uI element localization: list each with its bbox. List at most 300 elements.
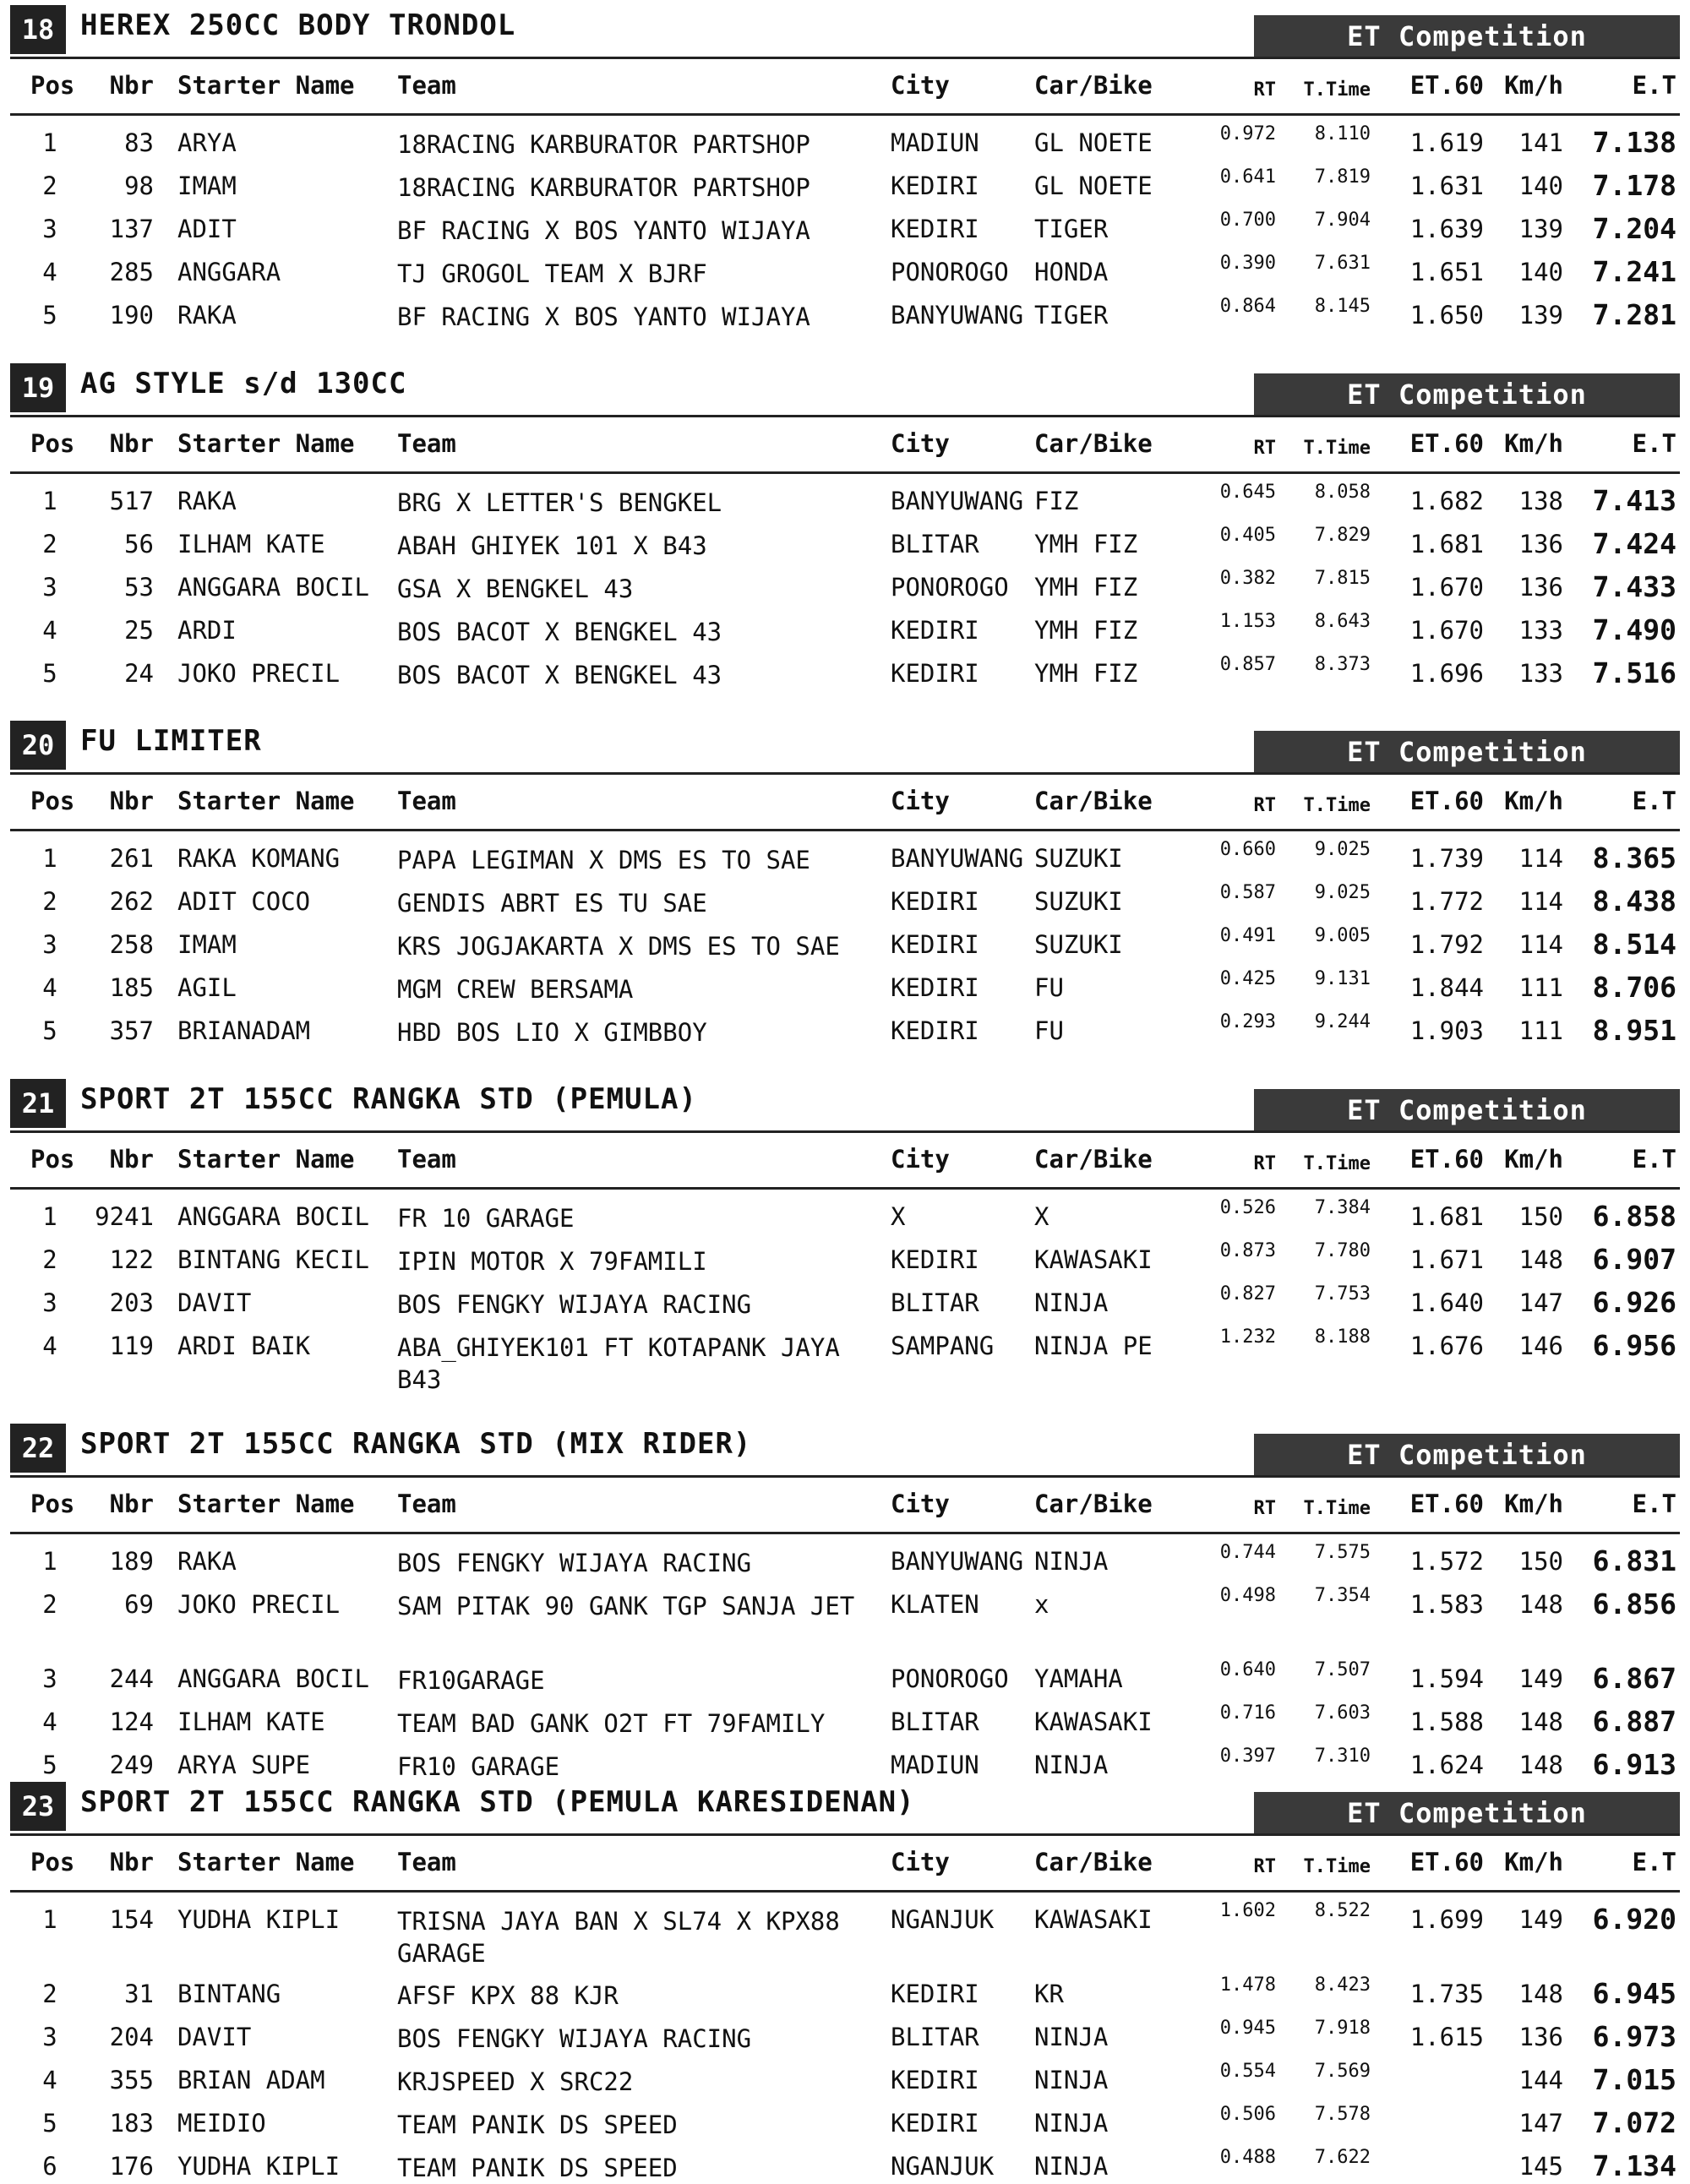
cell-et60: 1.639	[1409, 215, 1484, 243]
cell-nbr: 31	[124, 1980, 154, 2008]
section-header	[0, 1419, 1690, 1478]
cell-city: PONOROGO	[891, 1664, 1009, 1693]
cell-team: BRG X LETTER'S BENGKEL	[397, 488, 722, 517]
cell-nbr: 285	[109, 258, 154, 286]
column-header-team: Team	[397, 1848, 456, 1876]
cell-nbr: 154	[109, 1905, 154, 1934]
cell-pos: 1	[42, 487, 57, 515]
cell-team: BOS BACOT X BENGKEL 43	[397, 618, 722, 646]
class-title: HEREX 250CC BODY TRONDOL	[80, 8, 516, 42]
cell-kmh: 140	[1518, 172, 1563, 200]
cell-name: ILHAM KATE	[177, 1707, 325, 1736]
section-header	[0, 0, 1690, 59]
class-number: 21	[10, 1079, 66, 1128]
cell-rt: 1.153	[1219, 611, 1276, 632]
cell-name: ARDI	[177, 616, 237, 645]
column-header-pos: Pos	[30, 787, 75, 815]
cell-city: SAMPANG	[891, 1332, 995, 1360]
cell-pos: 1	[42, 844, 57, 873]
et-competition-badge: ET Competition	[1254, 1434, 1680, 1476]
cell-kmh: 148	[1518, 1707, 1563, 1736]
cell-bike: FIZ	[1034, 487, 1079, 515]
cell-et60: 1.681	[1409, 1202, 1484, 1231]
column-header-team: Team	[397, 1490, 456, 1518]
cell-rt: 0.864	[1219, 296, 1276, 317]
cell-kmh: 136	[1518, 573, 1563, 602]
cell-pos: 4	[42, 258, 57, 286]
cell-et: 8.438	[1592, 885, 1676, 918]
cell-pos: 3	[42, 1664, 57, 1693]
race-section	[0, 1777, 1690, 2182]
cell-team: ABA_GHIYEK101 FT KOTAPANK JAYA B43	[397, 1333, 840, 1394]
cell-nbr: 176	[109, 2152, 154, 2181]
cell-et: 6.858	[1592, 1200, 1676, 1233]
cell-team: HBD BOS LIO X GIMBBOY	[397, 1018, 707, 1047]
cell-name: IMAM	[177, 172, 237, 200]
cell-et60: 1.676	[1409, 1332, 1484, 1360]
cell-rt: 0.744	[1219, 1542, 1276, 1563]
column-header-kmh: Km/h	[1504, 71, 1563, 100]
cell-name: YUDHA KIPLI	[177, 2152, 341, 2181]
column-header-et: E.T	[1632, 429, 1676, 458]
cell-bike: KAWASAKI	[1034, 1905, 1153, 1934]
cell-pos: 5	[42, 659, 57, 688]
cell-kmh: 150	[1518, 1202, 1563, 1231]
cell-nbr: 189	[109, 1547, 154, 1576]
column-header-kmh: Km/h	[1504, 1145, 1563, 1174]
class-title: SPORT 2T 155CC RANGKA STD (PEMULA KARESIDENAN)	[80, 1785, 915, 1819]
race-section	[0, 1419, 1690, 1781]
column-header-bike: Car/Bike	[1034, 1848, 1153, 1876]
cell-kmh: 141	[1518, 128, 1563, 157]
cell-ttime: 8.522	[1314, 1900, 1371, 1921]
cell-city: KEDIRI	[891, 1016, 979, 1045]
cell-rt: 0.293	[1219, 1011, 1276, 1032]
cell-et60: 1.681	[1409, 530, 1484, 558]
cell-city: BLITAR	[891, 1288, 979, 1317]
cell-name: MEIDIO	[177, 2109, 266, 2138]
cell-rt: 0.382	[1219, 568, 1276, 589]
cell-rt: 1.602	[1219, 1900, 1276, 1921]
column-header-rt: RT	[1253, 1153, 1276, 1174]
cell-et60: 1.572	[1409, 1547, 1484, 1576]
cell-bike: KAWASAKI	[1034, 1707, 1153, 1736]
cell-name: DAVIT	[177, 1288, 252, 1317]
cell-et: 7.072	[1592, 2106, 1676, 2139]
cell-team: BOS FENGKY WIJAYA RACING	[397, 1549, 752, 1577]
cell-kmh: 114	[1518, 844, 1563, 873]
race-section	[0, 358, 1690, 689]
column-header-kmh: Km/h	[1504, 787, 1563, 815]
cell-city: KEDIRI	[891, 659, 979, 688]
class-number: 22	[10, 1424, 66, 1473]
column-header-et60: ET.60	[1409, 1145, 1484, 1174]
cell-bike: SUZUKI	[1034, 930, 1123, 959]
cell-et: 6.867	[1592, 1662, 1676, 1695]
cell-name: ILHAM KATE	[177, 530, 325, 558]
cell-pos: 2	[42, 1245, 57, 1274]
cell-bike: NINJA	[1034, 2066, 1109, 2094]
cell-name: ARYA SUPE	[177, 1751, 311, 1779]
cell-bike: NINJA	[1034, 2152, 1109, 2181]
column-header-et60: ET.60	[1409, 787, 1484, 815]
cell-et: 7.015	[1592, 2063, 1676, 2096]
cell-team: AFSF KPX 88 KJR	[397, 1981, 619, 2010]
cell-nbr: 137	[109, 215, 154, 243]
cell-et60: 1.903	[1409, 1016, 1484, 1045]
cell-et60: 1.594	[1409, 1664, 1484, 1693]
column-header-name: Starter Name	[177, 71, 355, 100]
cell-rt: 0.945	[1219, 2018, 1276, 2039]
column-header-city: City	[891, 1848, 950, 1876]
cell-bike: NINJA	[1034, 1547, 1109, 1576]
cell-pos: 5	[42, 2109, 57, 2138]
et-competition-badge: ET Competition	[1254, 15, 1680, 57]
cell-ttime: 7.603	[1314, 1702, 1371, 1724]
cell-pos: 4	[42, 1332, 57, 1360]
column-header-et: E.T	[1632, 787, 1676, 815]
cell-et: 7.424	[1592, 527, 1676, 560]
cell-rt: 0.554	[1219, 2061, 1276, 2082]
column-header-rt: RT	[1253, 438, 1276, 459]
cell-city: MADIUN	[891, 128, 979, 157]
cell-team: PAPA LEGIMAN X DMS ES TO SAE	[397, 846, 810, 874]
column-headers	[0, 775, 1690, 832]
cell-kmh: 111	[1518, 1016, 1563, 1045]
cell-nbr: 249	[109, 1751, 154, 1779]
cell-rt: 0.641	[1219, 166, 1276, 188]
cell-ttime: 7.384	[1314, 1197, 1371, 1218]
cell-nbr: 185	[109, 973, 154, 1002]
cell-city: KEDIRI	[891, 2066, 979, 2094]
cell-nbr: 261	[109, 844, 154, 873]
cell-city: BANYUWANG	[891, 487, 1024, 515]
columns-divider	[10, 1187, 1680, 1190]
cell-team: 18RACING KARBURATOR PARTSHOP	[397, 173, 810, 202]
cell-nbr: 517	[109, 487, 154, 515]
cell-et: 6.956	[1592, 1329, 1676, 1362]
cell-bike: HONDA	[1034, 258, 1109, 286]
cell-et60: 1.631	[1409, 172, 1484, 200]
cell-kmh: 111	[1518, 973, 1563, 1002]
cell-et60: 1.699	[1409, 1905, 1484, 1934]
cell-city: KEDIRI	[891, 215, 979, 243]
cell-bike: FU	[1034, 973, 1064, 1002]
cell-et60: 1.650	[1409, 301, 1484, 330]
cell-ttime: 7.631	[1314, 253, 1371, 274]
cell-et60: 1.696	[1409, 659, 1484, 688]
cell-kmh: 114	[1518, 887, 1563, 916]
column-header-bike: Car/Bike	[1034, 71, 1153, 100]
cell-bike: YMH FIZ	[1034, 573, 1138, 602]
cell-kmh: 148	[1518, 1980, 1563, 2008]
cell-nbr: 98	[124, 172, 154, 200]
cell-et: 6.973	[1592, 2020, 1676, 2053]
column-header-name: Starter Name	[177, 1848, 355, 1876]
column-header-et60: ET.60	[1409, 71, 1484, 100]
column-header-name: Starter Name	[177, 1145, 355, 1174]
column-headers	[0, 1478, 1690, 1535]
column-header-city: City	[891, 1490, 950, 1518]
cell-nbr: 119	[109, 1332, 154, 1360]
cell-bike: X	[1034, 1202, 1049, 1231]
cell-pos: 3	[42, 573, 57, 602]
cell-ttime: 7.507	[1314, 1659, 1371, 1680]
cell-ttime: 8.145	[1314, 296, 1371, 317]
column-headers	[0, 1133, 1690, 1190]
cell-rt: 0.645	[1219, 482, 1276, 503]
cell-city: BLITAR	[891, 1707, 979, 1736]
cell-city: BANYUWANG	[891, 1547, 1024, 1576]
cell-ttime: 9.025	[1314, 882, 1371, 903]
cell-bike: YMH FIZ	[1034, 659, 1138, 688]
cell-bike: TIGER	[1034, 301, 1109, 330]
cell-kmh: 148	[1518, 1751, 1563, 1779]
cell-team: TEAM BAD GANK O2T FT 79FAMILY	[397, 1709, 826, 1738]
cell-rt: 0.390	[1219, 253, 1276, 274]
cell-bike: KR	[1034, 1980, 1064, 2008]
cell-team: TRISNA JAYA BAN X SL74 X KPX88 GARAGE	[397, 1907, 840, 1968]
cell-nbr: 24	[124, 659, 154, 688]
cell-bike: x	[1034, 1590, 1049, 1619]
cell-et60: 1.624	[1409, 1751, 1484, 1779]
cell-pos: 2	[42, 1590, 57, 1619]
column-header-nbr: Nbr	[109, 71, 154, 100]
cell-ttime: 9.244	[1314, 1011, 1371, 1032]
column-header-nbr: Nbr	[109, 1145, 154, 1174]
cell-et60: 1.670	[1409, 573, 1484, 602]
cell-pos: 3	[42, 215, 57, 243]
cell-ttime: 8.188	[1314, 1326, 1371, 1348]
cell-ttime: 7.904	[1314, 210, 1371, 231]
cell-name: RAKA	[177, 301, 237, 330]
cell-city: KEDIRI	[891, 616, 979, 645]
cell-kmh: 138	[1518, 487, 1563, 515]
cell-rt: 0.587	[1219, 882, 1276, 903]
cell-team: IPIN MOTOR X 79FAMILI	[397, 1247, 707, 1276]
cell-team: BF RACING X BOS YANTO WIJAYA	[397, 216, 810, 245]
cell-bike: GL NOETE	[1034, 172, 1153, 200]
cell-pos: 5	[42, 1751, 57, 1779]
cell-et60: 1.619	[1409, 128, 1484, 157]
cell-nbr: 9241	[95, 1202, 154, 1231]
cell-name: BRIANADAM	[177, 1016, 311, 1045]
cell-rt: 0.640	[1219, 1659, 1276, 1680]
cell-pos: 1	[42, 128, 57, 157]
cell-name: RAKA	[177, 487, 237, 515]
cell-kmh: 136	[1518, 2023, 1563, 2051]
column-header-et60: ET.60	[1409, 1848, 1484, 1876]
cell-nbr: 56	[124, 530, 154, 558]
cell-city: PONOROGO	[891, 573, 1009, 602]
column-header-pos: Pos	[30, 429, 75, 458]
section-header	[0, 716, 1690, 775]
cell-name: ARDI BAIK	[177, 1332, 311, 1360]
cell-nbr: 258	[109, 930, 154, 959]
cell-nbr: 190	[109, 301, 154, 330]
cell-ttime: 8.058	[1314, 482, 1371, 503]
cell-bike: NINJA	[1034, 2023, 1109, 2051]
column-header-ttime: T.Time	[1303, 1153, 1371, 1174]
column-header-bike: Car/Bike	[1034, 1145, 1153, 1174]
class-title: SPORT 2T 155CC RANGKA STD (MIX RIDER)	[80, 1427, 752, 1461]
cell-kmh: 114	[1518, 930, 1563, 959]
class-title: SPORT 2T 155CC RANGKA STD (PEMULA)	[80, 1082, 697, 1116]
cell-pos: 3	[42, 1288, 57, 1317]
cell-ttime: 9.025	[1314, 839, 1371, 860]
cell-rt: 0.972	[1219, 123, 1276, 144]
cell-pos: 2	[42, 172, 57, 200]
cell-kmh: 144	[1518, 2066, 1563, 2094]
cell-et: 7.138	[1592, 126, 1676, 159]
cell-nbr: 25	[124, 616, 154, 645]
cell-et60: 1.615	[1409, 2023, 1484, 2051]
section-header	[0, 1777, 1690, 1836]
cell-team: ABAH GHIYEK 101 X B43	[397, 531, 707, 560]
column-header-pos: Pos	[30, 1490, 75, 1518]
section-header	[0, 1074, 1690, 1133]
cell-bike: NINJA	[1034, 2109, 1109, 2138]
cell-kmh: 139	[1518, 301, 1563, 330]
cell-rt: 0.488	[1219, 2147, 1276, 2168]
column-header-rt: RT	[1253, 79, 1276, 101]
cell-rt: 0.526	[1219, 1197, 1276, 1218]
cell-nbr: 183	[109, 2109, 154, 2138]
cell-et: 7.413	[1592, 484, 1676, 517]
cell-ttime: 8.373	[1314, 654, 1371, 675]
cell-pos: 2	[42, 530, 57, 558]
cell-bike: NINJA PE	[1034, 1332, 1153, 1360]
cell-name: BINTANG KECIL	[177, 1245, 369, 1274]
column-header-nbr: Nbr	[109, 787, 154, 815]
cell-et60: 1.671	[1409, 1245, 1484, 1274]
column-header-ttime: T.Time	[1303, 1498, 1371, 1519]
cell-et: 7.281	[1592, 298, 1676, 331]
cell-bike: YAMAHA	[1034, 1664, 1123, 1693]
class-number: 20	[10, 721, 66, 770]
cell-et: 8.514	[1592, 928, 1676, 961]
cell-city: KEDIRI	[891, 973, 979, 1002]
cell-rt: 0.873	[1219, 1240, 1276, 1261]
cell-et: 6.907	[1592, 1243, 1676, 1276]
cell-city: KEDIRI	[891, 887, 979, 916]
cell-name: ADIT	[177, 215, 237, 243]
cell-nbr: 69	[124, 1590, 154, 1619]
cell-et60: 1.588	[1409, 1707, 1484, 1736]
cell-et60: 1.792	[1409, 930, 1484, 959]
column-header-pos: Pos	[30, 71, 75, 100]
cell-rt: 0.827	[1219, 1283, 1276, 1304]
cell-ttime: 7.918	[1314, 2018, 1371, 2039]
cell-pos: 4	[42, 973, 57, 1002]
cell-et: 7.134	[1592, 2149, 1676, 2182]
columns-divider	[10, 471, 1680, 474]
race-section	[0, 716, 1690, 1047]
cell-kmh: 148	[1518, 1245, 1563, 1274]
cell-kmh: 133	[1518, 616, 1563, 645]
cell-rt: 0.857	[1219, 654, 1276, 675]
column-header-ttime: T.Time	[1303, 795, 1371, 816]
column-header-team: Team	[397, 787, 456, 815]
column-header-bike: Car/Bike	[1034, 787, 1153, 815]
cell-rt: 0.405	[1219, 525, 1276, 546]
cell-team: BOS BACOT X BENGKEL 43	[397, 661, 722, 689]
class-number: 18	[10, 5, 66, 54]
cell-ttime: 8.423	[1314, 1974, 1371, 1996]
column-header-city: City	[891, 1145, 950, 1174]
column-header-rt: RT	[1253, 1856, 1276, 1877]
cell-kmh: 150	[1518, 1547, 1563, 1576]
cell-pos: 1	[42, 1202, 57, 1231]
cell-nbr: 355	[109, 2066, 154, 2094]
cell-name: DAVIT	[177, 2023, 252, 2051]
cell-name: BINTANG	[177, 1980, 281, 2008]
cell-pos: 5	[42, 1016, 57, 1045]
cell-ttime: 9.005	[1314, 925, 1371, 946]
cell-pos: 4	[42, 616, 57, 645]
column-header-team: Team	[397, 1145, 456, 1174]
column-header-city: City	[891, 71, 950, 100]
column-header-name: Starter Name	[177, 429, 355, 458]
cell-rt: 0.700	[1219, 210, 1276, 231]
cell-rt: 1.478	[1219, 1974, 1276, 1996]
cell-ttime: 8.643	[1314, 611, 1371, 632]
cell-pos: 1	[42, 1905, 57, 1934]
cell-ttime: 7.578	[1314, 2104, 1371, 2125]
cell-bike: YMH FIZ	[1034, 530, 1138, 558]
cell-kmh: 139	[1518, 215, 1563, 243]
et-competition-badge: ET Competition	[1254, 1089, 1680, 1131]
cell-nbr: 244	[109, 1664, 154, 1693]
column-header-city: City	[891, 429, 950, 458]
et-competition-badge: ET Competition	[1254, 1792, 1680, 1834]
column-header-rt: RT	[1253, 795, 1276, 816]
cell-et60: 1.735	[1409, 1980, 1484, 2008]
cell-bike: FU	[1034, 1016, 1064, 1045]
cell-city: NGANJUK	[891, 2152, 995, 2181]
cell-ttime: 7.753	[1314, 1283, 1371, 1304]
cell-kmh: 146	[1518, 1332, 1563, 1360]
cell-team: KRS JOGJAKARTA X DMS ES TO SAE	[397, 932, 840, 961]
column-header-bike: Car/Bike	[1034, 1490, 1153, 1518]
cell-rt: 0.498	[1219, 1585, 1276, 1606]
cell-ttime: 7.354	[1314, 1585, 1371, 1606]
cell-name: ADIT COCO	[177, 887, 311, 916]
cell-et: 6.926	[1592, 1286, 1676, 1319]
cell-et: 7.241	[1592, 255, 1676, 288]
cell-nbr: 124	[109, 1707, 154, 1736]
class-number: 19	[10, 363, 66, 412]
cell-et: 6.945	[1592, 1977, 1676, 2010]
et-competition-badge: ET Competition	[1254, 731, 1680, 773]
cell-team: 18RACING KARBURATOR PARTSHOP	[397, 130, 810, 159]
cell-kmh: 133	[1518, 659, 1563, 688]
cell-team: MGM CREW BERSAMA	[397, 975, 634, 1004]
cell-pos: 1	[42, 1547, 57, 1576]
cell-et60: 1.739	[1409, 844, 1484, 873]
cell-nbr: 262	[109, 887, 154, 916]
cell-team: TJ GROGOL TEAM X BJRF	[397, 259, 707, 288]
cell-pos: 2	[42, 887, 57, 916]
cell-et: 8.706	[1592, 971, 1676, 1004]
column-header-et: E.T	[1632, 1145, 1676, 1174]
column-header-et60: ET.60	[1409, 429, 1484, 458]
column-header-city: City	[891, 787, 950, 815]
race-section	[0, 0, 1690, 331]
cell-name: ANGGARA BOCIL	[177, 573, 369, 602]
column-header-et60: ET.60	[1409, 1490, 1484, 1518]
cell-et: 6.913	[1592, 1748, 1676, 1781]
